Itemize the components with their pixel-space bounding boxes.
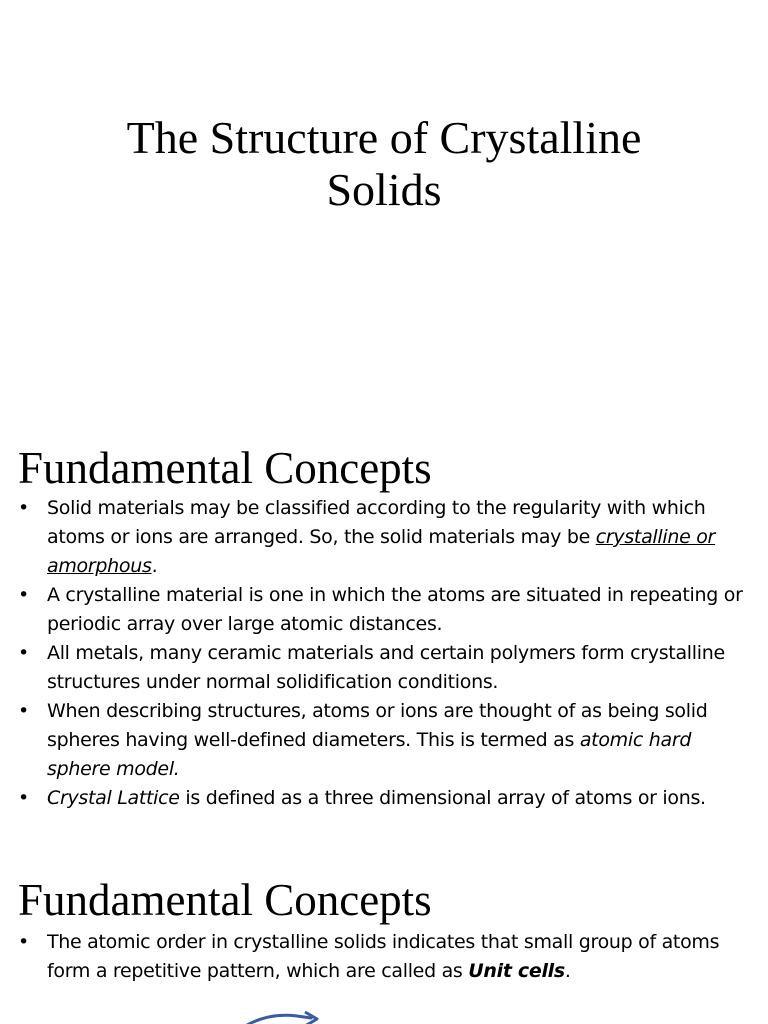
bullet-text: All metals, many ceramic materials and certain polymers form crystalline structures under normal solidification conditions. [47, 642, 725, 693]
bullet-icon: • [18, 497, 29, 519]
emphasis-text: crystalline or amorphous [47, 526, 716, 577]
fundamental-concepts-slide-2 [0, 860, 768, 1024]
bullet-icon: • [18, 787, 29, 809]
list-item [18, 784, 750, 813]
bullet-text: The atomic order in crystalline solids indicates that small group of atoms form a repetitive pattern, which are called as [47, 931, 720, 982]
slide-heading: Fundamental Concepts [18, 443, 432, 493]
bullet-text: . [151, 555, 158, 577]
list-item [18, 581, 750, 639]
curved-arrow-icon [235, 1010, 325, 1024]
title-line-2: Solids [326, 164, 442, 215]
emphasis-text: Crystal Lattice [47, 787, 180, 809]
bullet-icon: • [18, 931, 29, 953]
title-slide [0, 0, 768, 420]
bullet-text: When describing structures, atoms or ions are thought of as being solid spheres having well-defined diameters. This is termed as [47, 700, 708, 751]
title-line-1: The Structure of Crystalline [126, 112, 642, 163]
list-item [18, 494, 750, 581]
list-item [18, 639, 750, 697]
bullet-list [18, 928, 750, 986]
bullet-text: is defined as a three dimensional array of atoms or ions. [179, 787, 706, 809]
emphasis-text: Unit cells [468, 960, 565, 982]
bullet-list [18, 494, 750, 813]
list-item [18, 697, 750, 784]
slide-heading: Fundamental Concepts [18, 875, 432, 925]
bullet-text: Solid materials may be classified according to the regularity with which atoms or ions are arranged. So, the solid materials may be [47, 497, 706, 548]
presentation-title [0, 112, 768, 216]
list-item [18, 928, 750, 986]
bullet-icon: • [18, 642, 29, 664]
fundamental-concepts-slide-1 [0, 420, 768, 860]
bullet-icon: • [18, 584, 29, 606]
bullet-icon: • [18, 700, 29, 722]
bullet-text: . [564, 960, 571, 982]
emphasis-text: atomic hard sphere model. [47, 729, 692, 780]
bullet-text: A crystalline material is one in which the atoms are situated in repeating or periodic array over large atomic distances. [47, 584, 743, 635]
